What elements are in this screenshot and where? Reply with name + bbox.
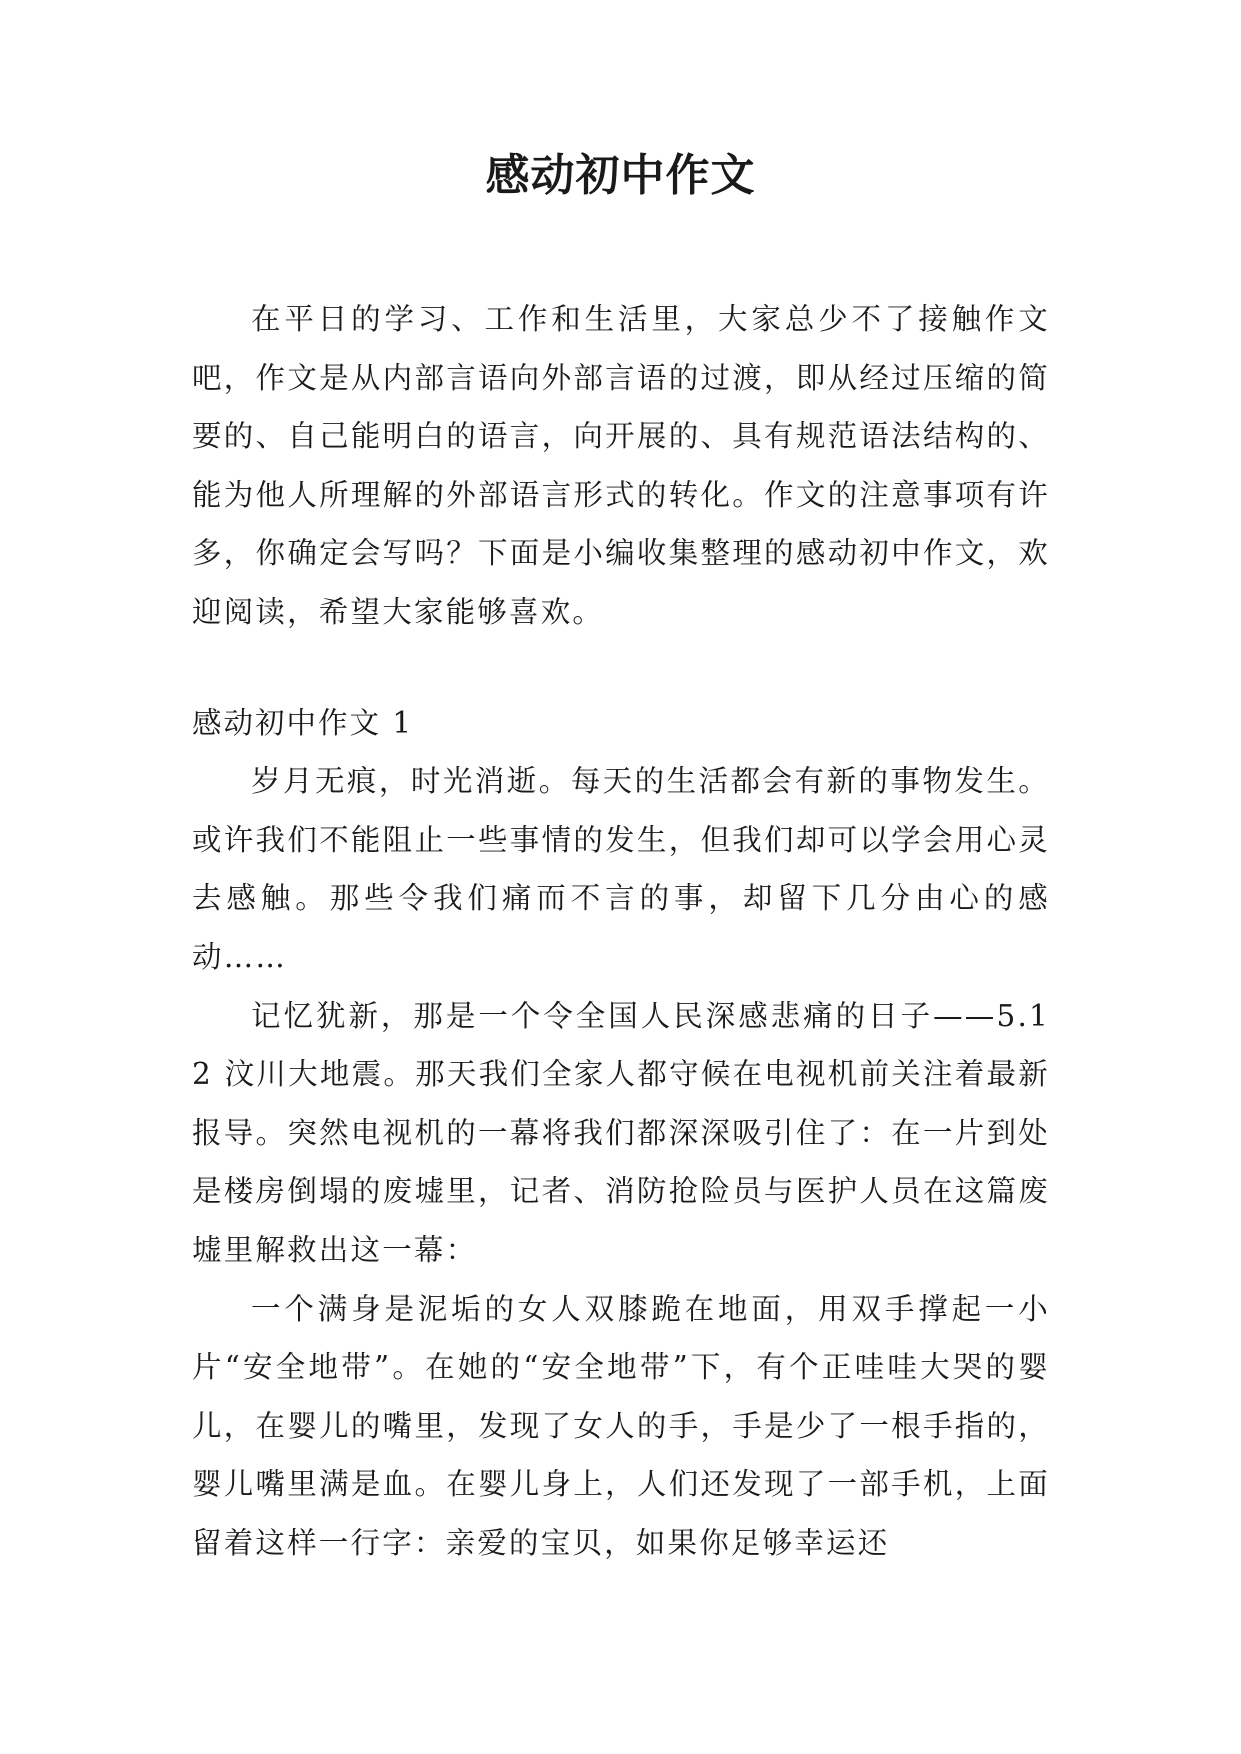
body-paragraph: 一个满身是泥垢的女人双膝跪在地面，用双手撑起一小片“安全地带”。在她的“安全地带”下，有个正哇哇大哭的婴儿，在婴儿的嘴里，发现了女人的手，手是少了一根手指的，婴儿嘴里满是血。在婴儿身上，人们还发现了一部手机，上面留着这样一行字：亲爱的宝贝，如果你足够幸运还 xyxy=(192,1291,1050,1560)
body-paragraph: 岁月无痕，时光消逝。每天的生活都会有新的事物发生。或许我们不能阻止一些事情的发生，但我们却可以学会用心灵去感触。那些令我们痛而不言的事，却留下几分由心的感动…… xyxy=(192,764,1050,974)
section-heading: 感动初中作文 1 xyxy=(192,705,414,740)
document-body xyxy=(192,290,1050,1572)
essay-section-1 xyxy=(192,694,1050,1573)
document-title: 感动初中作文 xyxy=(485,150,756,201)
intro-paragraph: 在平日的学习、工作和生活里，大家总少不了接触作文吧，作文是从内部言语向外部言语的过渡，即从经过压缩的简要的、自己能明白的语言，向开展的、具有规范语法结构的、能为他人所理解的外部语言形式的转化。作文的注意事项有许多，你确定会写吗？下面是小编收集整理的感动初中作文，欢迎阅读，希望大家能够喜欢。 xyxy=(192,302,1050,629)
body-paragraph: 记忆犹新，那是一个令全国人民深感悲痛的日子——5.12 汶川大地震。那天我们全家人都守候在电视机前关注着最新报导。突然电视机的一幕将我们都深深吸引住了：在一片到处是楼房倒塌的废墟里，记者、消防抢险员与医护人员在这篇废墟里解救出这一幕： xyxy=(192,998,1050,1267)
